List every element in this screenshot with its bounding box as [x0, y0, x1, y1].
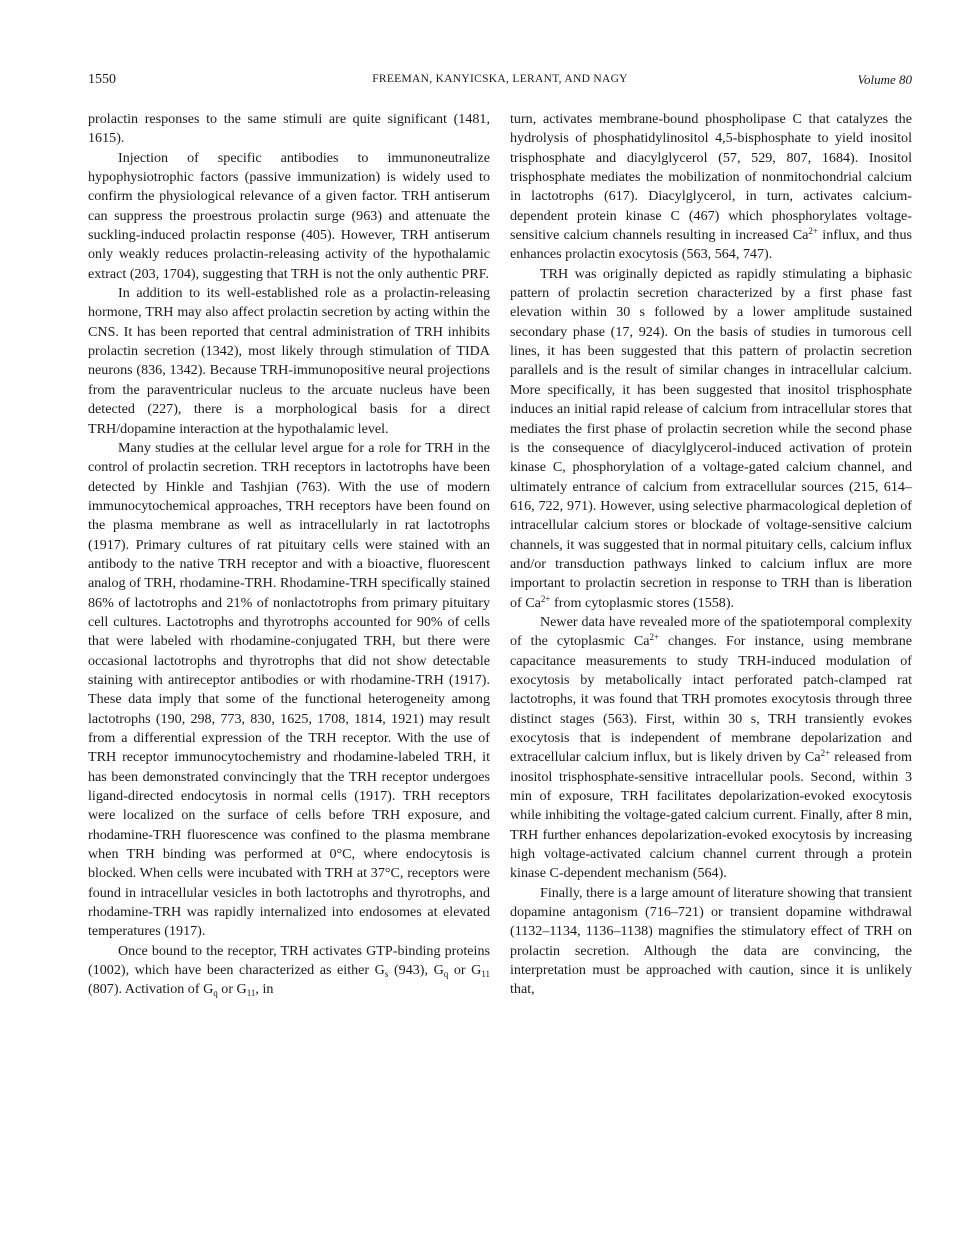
paragraph — [88, 942, 490, 1000]
page-number: 1550 — [88, 72, 116, 87]
paragraph — [510, 613, 912, 884]
text-run: influx, and thus enhances prolactin exocytosis (563, 564, 747). — [510, 227, 912, 263]
subscript: s — [384, 969, 389, 980]
superscript: 2+ — [540, 593, 551, 604]
text-run: Once bound to the receptor, TRH activates GTP-binding proteins (1002), which have been characterized as either G — [88, 942, 490, 979]
volume-label: Volume 80 — [857, 72, 912, 87]
paragraph: Finally, there is a large amount of literature showing that transient dopamine antagonism (716–721) or transient dopamine withdrawal (1132–1134, 1136–1138) magnifies the stimulatory effect of TRH on prolactin secretion. Although the data are convincing, the interpretation must be approached with caution, since it is unlikely that, — [510, 884, 912, 998]
subscript: q — [213, 988, 218, 999]
running-header — [88, 72, 912, 92]
subscript: 11 — [481, 969, 491, 980]
paragraph: Many studies at the cellular level argue for a role for TRH in the control of prolactin secretion. TRH receptors in lactotrophs have been detected by Hinkle and Tashjian (763). With the use of modern immunocytochemical approaches, TRH receptors have been found on the plasma membrane as well as intracellularly in rat lactotrophs (1917). Primary cultures of rat pituitary cells were stained with an antibody to the native TRH receptor and with a bioactive, fluorescent analog of TRH, rhodamine-TRH. Rhodamine-TRH specifically stained 86% of lactotrophs and 21% of nonlactotrophs from primary pituitary cell cultures. Lactotrophs and thyrotrophs accounted for 90% of cells that were labeled with rhodamine-conjugated TRH, but there were occasional lactotrophs and thyrotrophs that did not show detectable staining with antireceptor antibodies or with rhodamine-TRH (1917). These data imply that some of the functional heterogeneity among lactotrophs (190, 298, 773, 830, 1625, 1708, 1814, 1921) may result from a differential expression of the TRH receptor. With the use of TRH receptor immunocytochemistry and rhodamine-labeled TRH, it has been demonstrated convincingly that the TRH receptor undergoes ligand-directed endocytosis in normal cells (1917). TRH receptors were localized on the surface of cells before TRH exposure, and rhodamine-TRH fluorescence was confined to the plasma membrane when TRH binding was performed at 0°C, where endocytosis is blocked. When cells were incubated with TRH at 37°C, receptors were found in intracellular vesicles in both lactotrophs and thyrotrophs, and rhodamine-TRH was rapidly internalized into endosomes at elevated temperatures (1917). — [88, 439, 490, 940]
superscript: 2+ — [808, 226, 818, 237]
text-run: or G — [448, 962, 482, 979]
paragraph — [510, 265, 912, 613]
text-run: turn, activates membrane-bound phospholipase C that catalyzes the hydrolysis of phosphatidylinositol 4,5-bisphosphate to yield inositol trisphosphate and diacylglycerol (57, 529, 807, 1684). Inositol trisphosphate mediates the mobilization of nonmitochondrial calcium in lactotrophs (617). Diacylglycerol, in turn, activates calcium-dependent protein kinase C (467) which phosphorylates voltage-sensitive calcium channels resulting in increased Ca — [510, 111, 912, 244]
superscript: 2+ — [820, 748, 831, 759]
subscript: 11 — [246, 988, 256, 999]
text-run: released from inositol trisphosphate-sensitive intracellular pools. Second, within 3 min of exposure, TRH facilitates depolarization-evoked exocytosis while inhibiting the voltage-gated calcium current. Finally, after 8 min, TRH further enhances depolarization-evoked exocytosis by increasing high voltage-activated calcium channel current through a protein kinase C-dependent mechanism (564). — [510, 749, 912, 882]
text-run: (943), G — [388, 962, 444, 979]
text-run: TRH was originally depicted as rapidly stimulating a biphasic pattern of prolactin secretion characterized by a first phase fast elevation within 30 s followed by a lower amplitude sustained secondary phase (17, 924). On the basis of studies in tumorous cell lines, it has been suggested that this pattern of prolactin secretion parallels and is the result of similar changes in intracellular calcium. More specifically, it has been suggested that inositol trisphosphate induces an initial rapid release of calcium from intracellular stores that mediates the first phase of prolactin secretion while the second phase is the consequence of diacylglycerol-induced activation of protein kinase C, phosphorylation of a voltage-gated calcium channel, and ultimately entrance of calcium from extracellular sources (215, 614–616, 722, 971). However, using selective pharmacological depletion of intracellular calcium stores or blockade of voltage-sensitive calcium channels, it was suggested that in normal pituitary cells, calcium influx and/or transduction pathways linked to calcium influx are more important to prolactin secretion in response to TRH than is liberation of Ca — [510, 265, 912, 611]
paragraph: Injection of specific antibodies to immunoneutralize hypophysiotrophic factors (passive immunization) is widely used to confirm the physiological relevance of a given factor. TRH antiserum can suppress the proestrous prolactin surge (963) and attenuate the suckling-induced prolactin response (405). However, TRH antiserum only weakly reduces prolactin-releasing activity of the hypothalamic extract (203, 1704), suggesting that TRH is not the only authentic PRF. — [88, 149, 490, 282]
text-run: Newer data have revealed more of the spatiotemporal complexity of the cytoplasmic Ca — [510, 613, 912, 650]
left-column — [88, 110, 490, 1000]
text-run: (807). Activation of G — [88, 981, 214, 998]
text-run: changes. For instance, using membrane capacitance measurements to study TRH-induced modulation of exocytosis by metabolically intact perforated patch-clamped rat lactotrophs, it was found that TRH promotes exocytosis through three distinct stages (563). First, within 30 s, TRH transiently evokes exocytosis that is independent of membrane depolarization and extracellular calcium influx, but is likely driven by Ca — [510, 633, 912, 766]
paragraph — [510, 110, 912, 265]
text-run: , in — [255, 981, 274, 998]
paragraph: In addition to its well-established role as a prolactin-releasing hormone, TRH may also affect prolactin secretion by acting within the CNS. It has been reported that central administration of TRH inhibits prolactin secretion (1342), most likely through stimulation of TIDA neurons (836, 1342). Because TRH-immunopositive neural projections from the paraventricular nucleus to the arcuate nucleus have been detected (227), there is a morphological basis for a direct TRH/dopamine interaction at the hypothalamic level. — [88, 285, 490, 437]
subscript: q — [443, 969, 449, 980]
superscript: 2+ — [649, 632, 660, 643]
text-run: or G — [217, 981, 247, 998]
paragraph: prolactin responses to the same stimuli are quite significant (1481, 1615). — [88, 111, 490, 147]
right-column — [510, 110, 912, 1000]
running-authors: FREEMAN, KANYICSKA, LERANT, AND NAGY — [372, 73, 628, 85]
text-run: from cytoplasmic stores (1558). — [550, 594, 735, 611]
